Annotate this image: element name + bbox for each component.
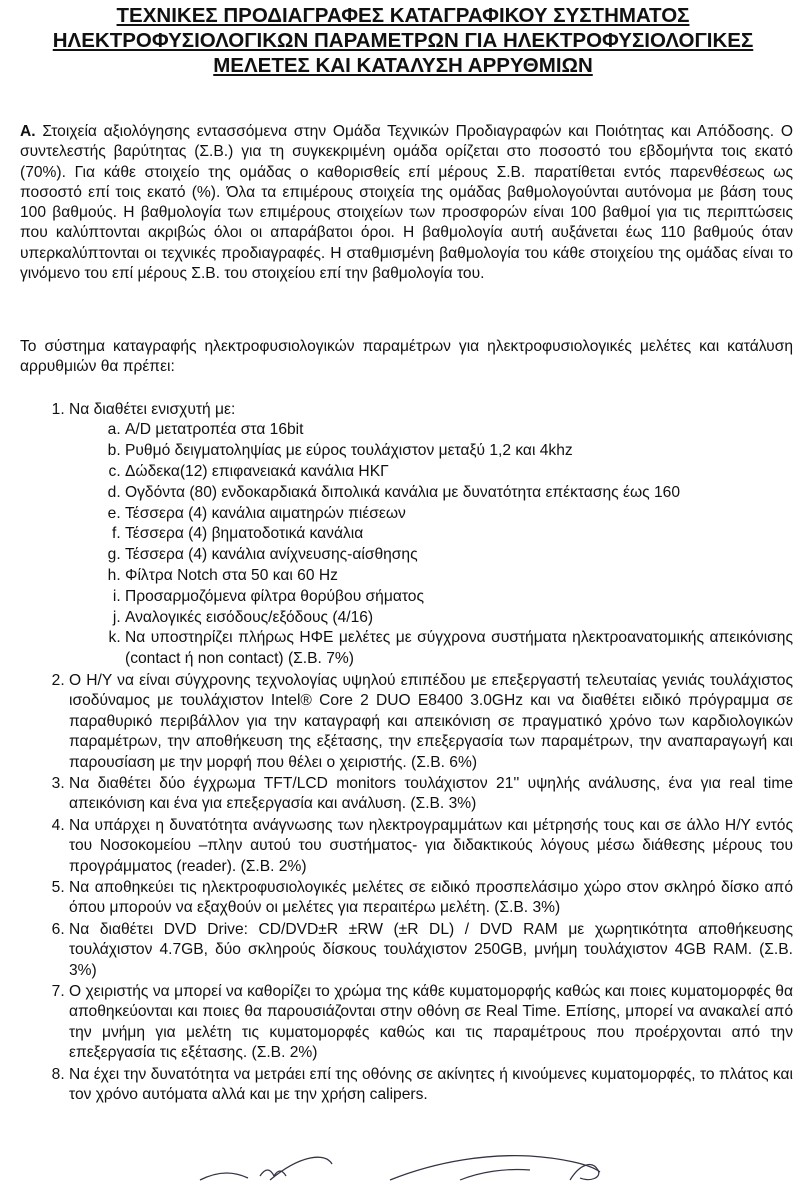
list-item: 3. Να διαθέτει δύο έγχρωμα TFT/LCD monitors τουλάχιστον 21'' υψηλής ανάλυσης, ένα για real time απεικόνιση και ένα για επεξεργασία και ανάλυση. (Σ.Β. 3%) bbox=[69, 774, 793, 815]
title-line-2: ΗΛΕΚΤΡΟΦΥΣΙΟΛΟΓΙΚΩΝ ΠΑΡΑΜΕΤΡΩΝ ΓΙΑ ΗΛΕΚΤΡΟΦΥΣΙΟΛΟΓΙΚΕΣ bbox=[52, 29, 754, 52]
list-item: 4. Να υπάρχει η δυνατότητα ανάγνωσης των ηλεκτρογραμμάτων και μέτρησής τους και σε άλλο Η/Υ εντός του Νοσοκομείου –πλην αυτού του συστήματος- για διδακτικούς λόγους μέσω διάθεσης μέρους του προγράμματος (reader). (Σ.Β. 2%) bbox=[69, 816, 793, 877]
sublist-item: i. Προσαρμοζόμενα φίλτρα θορύβου σήματος bbox=[125, 587, 793, 608]
sublist-item: f. Τέσσερα (4) βηματοδοτικά κανάλια bbox=[125, 524, 793, 545]
list-item-text: Να διαθέτει ενισχυτή με: bbox=[69, 401, 236, 418]
sublist-item: j. Αναλογικές εισόδους/εξόδους (4/16) bbox=[125, 608, 793, 629]
amplifier-sublist bbox=[69, 420, 793, 670]
list-item bbox=[69, 400, 793, 670]
sublist-item: a. A/D μετατροπέα στα 16bit bbox=[125, 420, 793, 441]
lead-paragraph: Το σύστημα καταγραφής ηλεκτροφυσιολογικών παραμέτρων για ηλεκτροφυσιολογικές μελέτες και κατάλυση αρρυθμιών θα πρέπει: bbox=[20, 338, 793, 376]
sublist-item: e. Τέσσερα (4) κανάλια αιματηρών πιέσεων bbox=[125, 504, 793, 525]
intro-paragraph bbox=[20, 122, 793, 284]
list-item: 8. Να έχει την δυνατότητα να μετράει επί της οθόνης σε ακίνητες ή κινούμενες κυματομορφές, το πλάτος και τον χρόνο αυτόματα αλλά και με την χρήση calipers. bbox=[69, 1065, 793, 1106]
sublist-item: d. Ογδόντα (80) ενδοκαρδιακά διπολικά κανάλια με δυνατότητα επέκτασης έως 160 bbox=[125, 483, 793, 504]
list-item: 6. Να διαθέτει DVD Drive: CD/DVD±R ±RW (±R DL) / DVD RAM με χωρητικότητα αποθήκευσης τουλάχιστον 4.7GB, δύο σκληρούς δίσκους τουλάχιστον 250GB, μνήμη τουλάχιστον 4GB RAM. (Σ.Β. 3%) bbox=[69, 920, 793, 981]
document-title bbox=[20, 3, 786, 78]
title-line-3: ΜΕΛΕΤΕΣ ΚΑΙ ΚΑΤΑΛΥΣΗ ΑΡΡΥΘΜΙΩΝ bbox=[213, 54, 593, 77]
requirements-list bbox=[0, 400, 793, 1107]
sublist-item: c. Δώδεκα(12) επιφανειακά κανάλια ΗΚΓ bbox=[125, 462, 793, 483]
list-item: 5. Να αποθηκεύει τις ηλεκτροφυσιολογικές μελέτες σε ειδικό προσπελάσιμο χώρο στον σκληρό δίσκο από όπου μπορούν να εξαχθούν οι μελέτες για περαιτέρω μελέτη. (Σ.Β. 3%) bbox=[69, 878, 793, 919]
title-line-1: ΤΕΧΝΙΚΕΣ ΠΡΟΔΙΑΓΡΑΦΕΣ ΚΑΤΑΓΡΑΦΙΚΟΥ ΣΥΣΤΗΜΑΤΟΣ bbox=[116, 4, 690, 27]
signature-scribble bbox=[160, 1150, 640, 1182]
sublist-item: k. Να υποστηρίζει πλήρως ΗΦΕ μελέτες με σύγχρονα συστήματα ηλεκτροανατομικής απεικόνισης (contact ή non contact) (Σ.Β. 7%) bbox=[125, 628, 793, 670]
section-label: A. bbox=[20, 123, 36, 140]
list-item: 7. Ο χειριστής να μπορεί να καθορίζει το χρώμα της κάθε κυματομορφής καθώς και ποιες κυματομορφές θα αποθηκεύονται και ποιες θα παρουσιάζονται στην οθόνη σε Real Time. Επίσης, μπορεί να ανακαλεί από την μνήμη για μελέτη τις κυματομορφές καθώς και τις παραμέτρους που προέρχονται από την επεξεργασία τις εξέτασης. (Σ.Β. 2%) bbox=[69, 982, 793, 1064]
sublist-item: b. Ρυθμό δειγματοληψίας με εύρος τουλάχιστον μεταξύ 1,2 και 4khz bbox=[125, 441, 793, 462]
sublist-item: h. Φίλτρα Notch στα 50 και 60 Hz bbox=[125, 566, 793, 587]
sublist-item: g. Τέσσερα (4) κανάλια ανίχνευσης-αίσθησης bbox=[125, 545, 793, 566]
intro-text: Στοιχεία αξιολόγησης εντασσόμενα στην Ομάδα Τεχνικών Προδιαγραφών και Ποιότητας και Απόδοσης. Ο συντελεστής βαρύτητας (Σ.Β.) για τη συγκεκριμένη ομάδα ορίζεται στο ποσοστό του εβδομήντα τοις εκατό (70%). Για κάθε στοιχείο της ομάδας ο καθορισθείς επί μέρους Σ.Β. παρατίθεται εντός παρενθέσεως ως ποσοστό επί τοις εκατό (%). Όλα τα επιμέρους στοιχεία της ομάδας βαθμολογούνται αυτόνομα με βάση τους 100 βαθμούς. Η βαθμολογία των επιμέρους στοιχείων των προσφορών είναι 100 βαθμοί για τις περιπτώσεις που καλύπτονται ακριβώς όλοι οι απαράβατοι όροι. Η βαθμολογία αυτή αυξάνεται έως 110 βαθμούς όταν υπερκαλύπτονται οι τεχνικές προδιαγραφές. Η σταθμισμένη βαθμολογία του κάθε στοιχείου της ομάδας είναι το γινόμενο του επί μέρους Σ.Β. του στοιχείου επί την βαθμολογία του. bbox=[20, 123, 793, 283]
list-item: 2. Ο Η/Υ να είναι σύγχρονης τεχνολογίας υψηλού επιπέδου με επεξεργαστή τελευταίας γενιάς τουλάχιστος ισοδύναμος με τουλάχιστον Intel® Core 2 DUO E8400 3.0GHz και να διαθέτει ειδικό πρόγραμμα σε παραθυρικό περιβάλλον για την καταγραφή και απεικόνιση σε πραγματικό χρόνο των καρδιολογικών παραμέτρων, την αποθήκευση της εξέτασης, την επεξεργασία των παραμέτρων, την αναπαραγωγή και παρουσίαση με την μορφή που θέλει ο χειριστής. (Σ.Β. 6%) bbox=[69, 671, 793, 773]
